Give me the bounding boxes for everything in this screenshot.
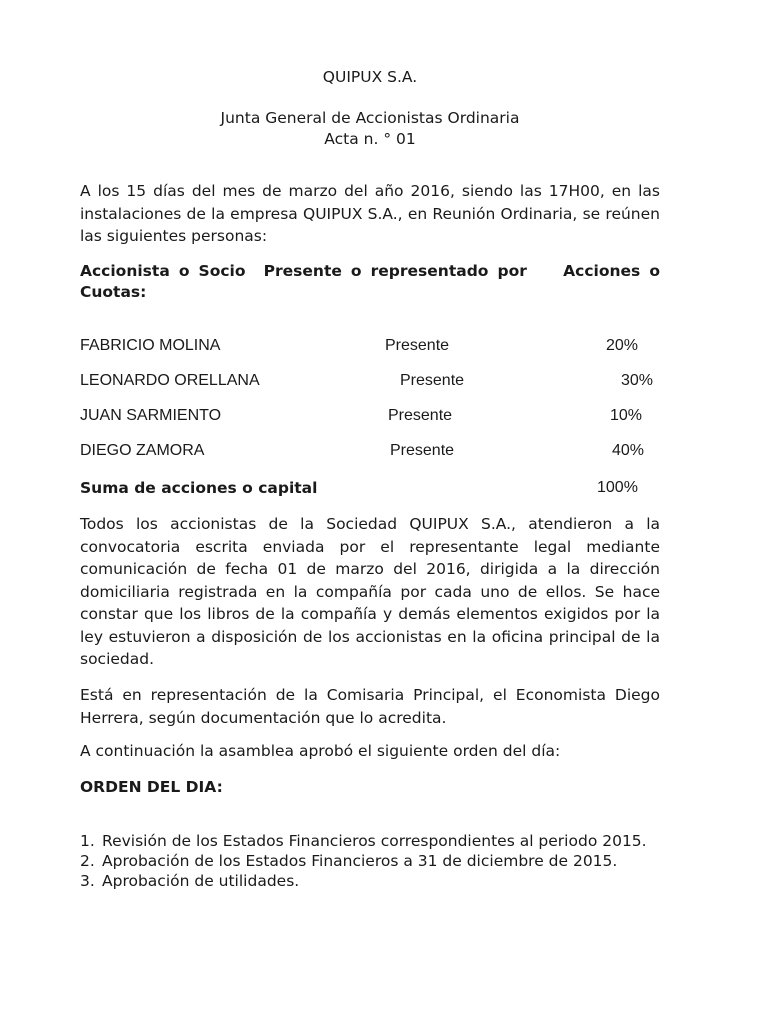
shareholder-name: LEONARDO ORELLANA [80, 372, 260, 389]
sum-label: Suma de acciones o capital [80, 479, 318, 497]
shareholder-share: 40% [612, 442, 645, 459]
shareholder-share: 10% [610, 407, 643, 424]
shareholder-share: 20% [606, 337, 639, 354]
representacion-paragraph: Está en representación de la Comisaria Principal, el Economista Diego Herrera, según documentación que lo acredita. [80, 686, 660, 727]
shareholder-status: Presente [400, 372, 465, 389]
convocatoria-paragraph: Todos los accionistas de la Sociedad QUIPUX S.A., atendieron a la convocatoria escrita enviada por el representante legal mediante comunicación de fecha 01 de marzo del 2016, dirigida a la dirección domiciliaria registrada en la compañía por cada uno de ellos. Se hace constar que los libros de la compañía y demás elementos exigidos por la ley estuvieron a disposición de los accionistas en la oficina principal de la sociedad. [80, 515, 660, 668]
orden-intro-paragraph: A continuación la asamblea aprobó el siguiente orden del día: [80, 742, 561, 760]
shareholder-name: FABRICIO MOLINA [80, 337, 221, 354]
meeting-title: Junta General de Accionistas Ordinaria [220, 109, 520, 127]
shareholder-status: Presente [388, 407, 453, 424]
list-item [80, 851, 660, 871]
table-row [80, 407, 660, 429]
sum-value: 100% [597, 479, 638, 496]
acta-number: Acta n. ° 01 [324, 130, 416, 148]
list-item [80, 871, 660, 891]
list-item [80, 831, 660, 851]
table-row [80, 337, 660, 359]
shareholder-name: JUAN SARMIENTO [80, 407, 222, 424]
list-item-text: Revisión de los Estados Financieros correspondientes al periodo 2015. [102, 832, 647, 850]
list-item-number: 2. [80, 852, 95, 870]
orden-title: ORDEN DEL DIA: [80, 778, 223, 796]
meeting-title-block [80, 108, 660, 150]
sum-row [80, 479, 660, 501]
company-title: QUIPUX S.A. [322, 68, 418, 86]
list-item-text: Aprobación de los Estados Financieros a 31 de diciembre de 2015. [102, 852, 618, 870]
shareholder-name: DIEGO ZAMORA [80, 442, 205, 459]
shareholder-share: 30% [621, 372, 654, 389]
list-item-text: Aprobación de utilidades. [102, 872, 300, 890]
shareholder-status: Presente [385, 337, 450, 354]
list-item-number: 1. [80, 832, 95, 850]
shareholder-table-header: Accionista o Socio Presente o representado por Acciones o Cuotas: [80, 262, 666, 301]
table-row [80, 372, 660, 394]
list-item-number: 3. [80, 872, 95, 890]
shareholder-status: Presente [390, 442, 455, 459]
orden-list [80, 831, 660, 891]
intro-paragraph: A los 15 días del mes de marzo del año 2016, siendo las 17H00, en las instalaciones de la empresa QUIPUX S.A., en Reunión Ordinaria, se reúnen las siguientes personas: [80, 182, 660, 245]
table-row [80, 442, 660, 464]
